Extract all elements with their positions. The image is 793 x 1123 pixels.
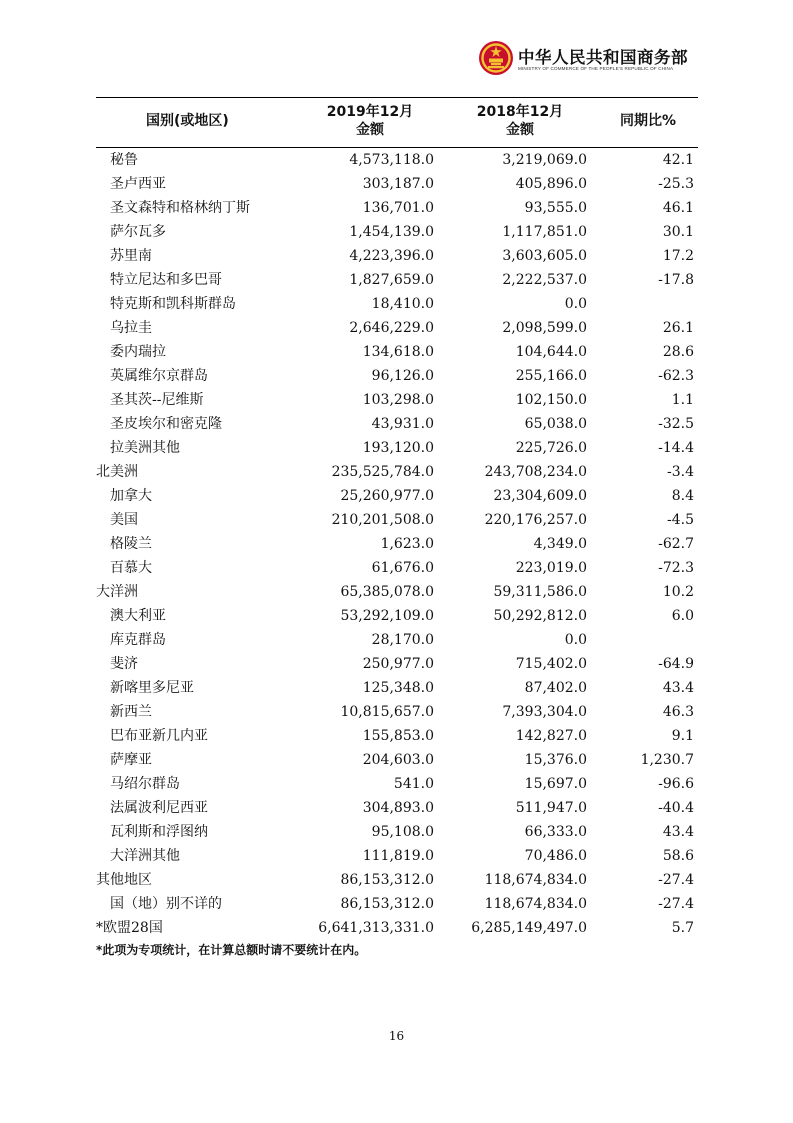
amount-2019-cell: 1,827,659.0 xyxy=(349,272,434,288)
page-number: 16 xyxy=(388,1029,405,1043)
country-cell: 萨尔瓦多 xyxy=(110,224,166,240)
country-cell: 圣皮埃尔和密克隆 xyxy=(110,416,222,432)
amount-2018-cell: 15,376.0 xyxy=(524,752,587,768)
country-cell: 澳大利亚 xyxy=(110,608,166,624)
country-cell: 拉美洲其他 xyxy=(110,440,180,456)
yoy-cell: -4.5 xyxy=(667,512,694,528)
yoy-cell: 58.6 xyxy=(662,848,694,864)
yoy-cell: 5.7 xyxy=(671,920,694,936)
amount-2019-cell: 86,153,312.0 xyxy=(340,872,434,888)
yoy-cell: -3.4 xyxy=(667,464,694,480)
yoy-cell: 9.1 xyxy=(671,728,694,744)
yoy-cell: 17.2 xyxy=(662,248,694,264)
amount-2018-cell: 4,349.0 xyxy=(533,536,587,552)
amount-2019-cell: 43,931.0 xyxy=(371,416,434,432)
country-cell: 巴布亚新几内亚 xyxy=(110,728,208,744)
yoy-cell: -72.3 xyxy=(658,560,694,576)
country-cell: 国（地）别不详的 xyxy=(110,896,222,912)
table-row xyxy=(96,556,698,580)
table-row xyxy=(96,532,698,556)
header-2018 xyxy=(470,103,570,139)
table-row xyxy=(96,748,698,772)
amount-2019-cell: 125,348.0 xyxy=(362,680,434,696)
table-row xyxy=(96,172,698,196)
amount-2018-cell: 405,896.0 xyxy=(515,176,587,192)
amount-2019-cell: 25,260,977.0 xyxy=(340,488,434,504)
amount-2019-cell: 28,170.0 xyxy=(371,632,434,648)
header-2019-period: 2019年12月 xyxy=(326,104,414,120)
amount-2019-cell: 103,298.0 xyxy=(362,392,434,408)
country-cell: 新西兰 xyxy=(110,704,152,720)
amount-2018-cell: 7,393,304.0 xyxy=(502,704,587,720)
table-row xyxy=(96,700,698,724)
yoy-cell: 46.1 xyxy=(662,200,694,216)
country-cell: 秘鲁 xyxy=(110,152,138,168)
table-row xyxy=(96,652,698,676)
amount-2018-cell: 93,555.0 xyxy=(524,200,587,216)
country-cell: 瓦利斯和浮图纳 xyxy=(110,824,208,840)
amount-2018-cell: 3,603,605.0 xyxy=(502,248,587,264)
amount-2018-cell: 3,219,069.0 xyxy=(502,152,587,168)
amount-2019-cell: 303,187.0 xyxy=(362,176,434,192)
amount-2019-cell: 250,977.0 xyxy=(362,656,434,672)
amount-2019-cell: 210,201,508.0 xyxy=(331,512,434,528)
amount-2018-cell: 6,285,149,497.0 xyxy=(471,920,587,936)
table-row xyxy=(96,844,698,868)
amount-2019-cell: 111,819.0 xyxy=(362,848,434,864)
amount-2018-cell: 102,150.0 xyxy=(515,392,587,408)
country-cell: 特立尼达和多巴哥 xyxy=(110,272,222,288)
yoy-cell: 8.4 xyxy=(671,488,694,504)
country-cell: 北美洲 xyxy=(96,464,138,480)
country-cell: 萨摩亚 xyxy=(110,752,152,768)
yoy-cell: 10.2 xyxy=(662,584,694,600)
country-cell: 圣卢西亚 xyxy=(110,176,166,192)
amount-2018-cell: 104,644.0 xyxy=(515,344,587,360)
amount-2018-cell: 1,117,851.0 xyxy=(502,224,587,240)
yoy-cell: 42.1 xyxy=(662,152,694,168)
amount-2018-cell: 118,674,834.0 xyxy=(484,872,587,888)
table-row xyxy=(96,724,698,748)
amount-2019-cell: 134,618.0 xyxy=(362,344,434,360)
table-row xyxy=(96,340,698,364)
amount-2019-cell: 2,646,229.0 xyxy=(349,320,434,336)
country-cell: 苏里南 xyxy=(110,248,152,264)
country-cell: 加拿大 xyxy=(110,488,152,504)
amount-2019-cell: 53,292,109.0 xyxy=(340,608,434,624)
header-2018-amount: 金额 xyxy=(506,122,534,138)
yoy-cell: -32.5 xyxy=(658,416,694,432)
table-row xyxy=(96,892,698,916)
table-row xyxy=(96,316,698,340)
table-row xyxy=(96,796,698,820)
amount-2018-cell: 59,311,586.0 xyxy=(493,584,587,600)
yoy-cell: -25.3 xyxy=(658,176,694,192)
amount-2019-cell: 65,385,078.0 xyxy=(340,584,434,600)
amount-2018-cell: 15,697.0 xyxy=(524,776,587,792)
table-row xyxy=(96,388,698,412)
amount-2018-cell: 0.0 xyxy=(564,632,587,648)
yoy-cell: 28.6 xyxy=(662,344,694,360)
table-row xyxy=(96,820,698,844)
yoy-cell: -27.4 xyxy=(658,896,694,912)
table-row xyxy=(96,220,698,244)
country-cell: 圣其茨--尼维斯 xyxy=(110,392,204,408)
table-row xyxy=(96,676,698,700)
header-2019 xyxy=(320,103,420,139)
ministry-name: 中华人民共和国商务部 xyxy=(518,48,688,67)
country-cell: 美国 xyxy=(110,512,138,528)
yoy-cell: -62.3 xyxy=(658,368,694,384)
table-row xyxy=(96,580,698,604)
amount-2018-cell: 50,292,812.0 xyxy=(493,608,587,624)
yoy-cell: 43.4 xyxy=(662,824,694,840)
table-row xyxy=(96,772,698,796)
amount-2019-cell: 155,853.0 xyxy=(362,728,434,744)
yoy-cell: -96.6 xyxy=(658,776,694,792)
amount-2018-cell: 225,726.0 xyxy=(515,440,587,456)
amount-2018-cell: 511,947.0 xyxy=(515,800,587,816)
amount-2019-cell: 1,623.0 xyxy=(380,536,434,552)
yoy-cell: 1.1 xyxy=(671,392,694,408)
amount-2018-cell: 23,304,609.0 xyxy=(493,488,587,504)
amount-2019-cell: 18,410.0 xyxy=(371,296,434,312)
table-row xyxy=(96,868,698,892)
amount-2019-cell: 10,815,657.0 xyxy=(340,704,434,720)
amount-2019-cell: 1,454,139.0 xyxy=(349,224,434,240)
amount-2019-cell: 6,641,313,331.0 xyxy=(318,920,434,936)
yoy-cell: -27.4 xyxy=(658,872,694,888)
header-2018-period: 2018年12月 xyxy=(476,104,564,120)
national-emblem-icon xyxy=(478,40,514,76)
ministry-name-english: MINISTRY OF COMMERCE OF THE PEOPLE'S REPUBLIC OF CHINA xyxy=(518,66,674,71)
yoy-cell: 43.4 xyxy=(662,680,694,696)
amount-2019-cell: 193,120.0 xyxy=(362,440,434,456)
amount-2018-cell: 2,222,537.0 xyxy=(502,272,587,288)
yoy-cell: -17.8 xyxy=(658,272,694,288)
header-country: 国别(或地区) xyxy=(146,113,229,129)
yoy-cell: -14.4 xyxy=(658,440,694,456)
country-cell: 格陵兰 xyxy=(110,536,152,552)
amount-2019-cell: 541.0 xyxy=(393,776,434,792)
amount-2019-cell: 304,893.0 xyxy=(362,800,434,816)
amount-2019-cell: 61,676.0 xyxy=(371,560,434,576)
country-cell: 乌拉圭 xyxy=(110,320,152,336)
header-2019-amount: 金额 xyxy=(356,122,384,138)
footnote: *此项为专项统计，在计算总额时请不要统计在内。 xyxy=(96,943,367,957)
country-cell: 百慕大 xyxy=(110,560,152,576)
amount-2018-cell: 87,402.0 xyxy=(524,680,587,696)
table-row xyxy=(96,604,698,628)
table-row xyxy=(96,412,698,436)
country-cell: 马绍尔群岛 xyxy=(110,776,180,792)
amount-2019-cell: 204,603.0 xyxy=(362,752,434,768)
yoy-cell: -40.4 xyxy=(658,800,694,816)
table-row xyxy=(96,484,698,508)
table-row xyxy=(96,196,698,220)
country-cell: 斐济 xyxy=(110,656,138,672)
table-row xyxy=(96,628,698,652)
country-cell: 其他地区 xyxy=(96,872,152,888)
amount-2019-cell: 96,126.0 xyxy=(371,368,434,384)
country-cell: 法属波利尼西亚 xyxy=(110,800,208,816)
amount-2019-cell: 4,223,396.0 xyxy=(349,248,434,264)
country-cell: 委内瑞拉 xyxy=(110,344,166,360)
header-yoy: 同期比% xyxy=(620,113,677,129)
table-row xyxy=(96,268,698,292)
table-row xyxy=(96,292,698,316)
table-row xyxy=(96,916,698,940)
amount-2019-cell: 95,108.0 xyxy=(371,824,434,840)
amount-2018-cell: 243,708,234.0 xyxy=(484,464,587,480)
amount-2018-cell: 255,166.0 xyxy=(515,368,587,384)
amount-2019-cell: 136,701.0 xyxy=(362,200,434,216)
amount-2019-cell: 235,525,784.0 xyxy=(331,464,434,480)
table-row xyxy=(96,244,698,268)
amount-2018-cell: 118,674,834.0 xyxy=(484,896,587,912)
amount-2018-cell: 0.0 xyxy=(564,296,587,312)
yoy-cell: -62.7 xyxy=(658,536,694,552)
amount-2018-cell: 220,176,257.0 xyxy=(484,512,587,528)
country-cell: 大洋洲其他 xyxy=(110,848,180,864)
amount-2018-cell: 142,827.0 xyxy=(515,728,587,744)
table-body xyxy=(96,148,698,940)
table-row xyxy=(96,364,698,388)
table-top-rule xyxy=(96,97,698,98)
amount-2018-cell: 715,402.0 xyxy=(515,656,587,672)
country-cell: 新喀里多尼亚 xyxy=(110,680,194,696)
amount-2019-cell: 4,573,118.0 xyxy=(349,152,434,168)
yoy-cell: 6.0 xyxy=(671,608,694,624)
yoy-cell: 1,230.7 xyxy=(640,752,694,768)
country-cell: 英属维尔京群岛 xyxy=(110,368,208,384)
table-row xyxy=(96,436,698,460)
amount-2018-cell: 66,333.0 xyxy=(524,824,587,840)
yoy-cell: -64.9 xyxy=(658,656,694,672)
country-cell: 圣文森特和格林纳丁斯 xyxy=(110,200,250,216)
yoy-cell: 46.3 xyxy=(662,704,694,720)
table-row xyxy=(96,460,698,484)
country-cell: *欧盟28国 xyxy=(96,920,163,936)
yoy-cell: 30.1 xyxy=(662,224,694,240)
amount-2018-cell: 2,098,599.0 xyxy=(502,320,587,336)
country-cell: 库克群岛 xyxy=(110,632,166,648)
table-row xyxy=(96,148,698,172)
table-row xyxy=(96,508,698,532)
amount-2018-cell: 65,038.0 xyxy=(524,416,587,432)
country-cell: 特克斯和凯科斯群岛 xyxy=(110,296,236,312)
amount-2018-cell: 223,019.0 xyxy=(515,560,587,576)
yoy-cell: 26.1 xyxy=(662,320,694,336)
country-cell: 大洋洲 xyxy=(96,584,138,600)
amount-2018-cell: 70,486.0 xyxy=(524,848,587,864)
amount-2019-cell: 86,153,312.0 xyxy=(340,896,434,912)
